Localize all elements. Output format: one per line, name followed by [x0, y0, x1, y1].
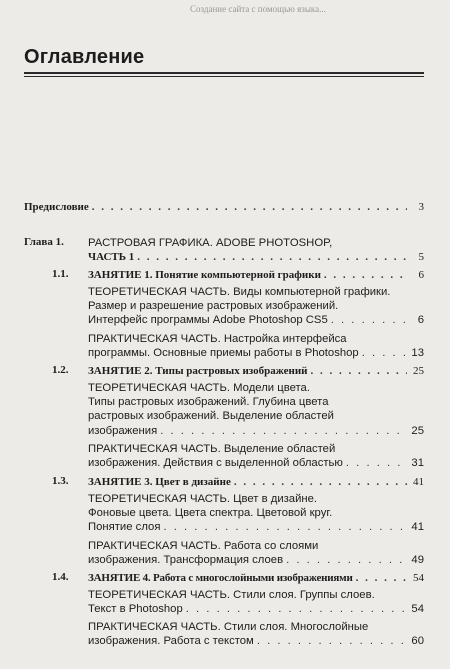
- leader-dots: [346, 456, 407, 470]
- section-number: 1.3.: [52, 475, 69, 487]
- subentry-line: растровых изображений. Выделение областей: [88, 410, 334, 423]
- section-title: ЗАНЯТИЕ 4. Работа с многослойными изображениями: [88, 572, 353, 584]
- running-head: Создание сайта с помощью языка...: [190, 4, 326, 14]
- subentry-line: ПРАКТИЧЕСКАЯ ЧАСТЬ. Работа со слоями: [88, 540, 319, 552]
- subentry-line: ТЕОРЕТИЧЕСКАЯ ЧАСТЬ. Виды компьютерной графики.: [88, 286, 391, 298]
- toc-page-number: 31: [411, 457, 424, 470]
- leader-dots: [286, 553, 407, 567]
- toc-subentry-practice[interactable]: [88, 620, 424, 648]
- toc-entry-section-1-1[interactable]: [88, 268, 424, 282]
- page-title: Оглавление: [24, 46, 145, 68]
- subentry-line: Фоновые цвета. Цвета спектра. Цветовой круг.: [88, 507, 333, 520]
- chapter-title-line: РАСТРОВАЯ ГРАФИКА. ADOBE PHOTOSHOP,: [88, 237, 333, 249]
- toc-page-number: 60: [411, 635, 424, 648]
- subentry-line: ПРАКТИЧЕСКАЯ ЧАСТЬ. Выделение областей: [88, 443, 336, 455]
- leader-dots: [186, 602, 407, 616]
- leader-dots: [311, 364, 407, 378]
- section-number: 1.4.: [52, 571, 69, 583]
- chapter-title-line: ЧАСТЬ 1: [88, 251, 135, 264]
- toc-entry-section-1-2[interactable]: [88, 364, 424, 378]
- title-rule-thin: [24, 76, 424, 77]
- leader-dots: [137, 250, 407, 264]
- toc-page-number: 49: [411, 554, 424, 567]
- leader-dots: [356, 571, 407, 585]
- subentry-line: Понятие слоя: [88, 521, 161, 534]
- subentry-line: изображения: [88, 424, 158, 437]
- subentry-line: ТЕОРЕТИЧЕСКАЯ ЧАСТЬ. Модели цвета.: [88, 382, 310, 394]
- toc-page-number: 25: [413, 365, 424, 377]
- toc-entry-label: Предисловие: [24, 201, 89, 213]
- toc-entry-section-1-4[interactable]: [88, 571, 424, 585]
- section-number: 1.2.: [52, 364, 69, 376]
- subentry-line: ПРАКТИЧЕСКАЯ ЧАСТЬ. Настройка интерфейса: [88, 333, 347, 345]
- toc-entry-chapter-1[interactable]: [88, 236, 424, 264]
- section-title: ЗАНЯТИЕ 2. Типы растровых изображений: [88, 365, 308, 377]
- toc-page-number: 25: [411, 424, 424, 437]
- toc-subentry-practice[interactable]: [88, 332, 424, 360]
- subentry-line: изображения. Действия с выделенной областью: [88, 457, 343, 470]
- toc-subentry-theory[interactable]: [88, 588, 424, 616]
- leader-dots: [92, 200, 407, 214]
- leader-dots: [160, 424, 407, 438]
- subentry-line: изображения. Работа с текстом: [88, 635, 254, 648]
- leader-dots: [257, 634, 407, 648]
- toc-page-number: 13: [411, 347, 424, 360]
- toc-entry-section-1-3[interactable]: [88, 475, 424, 489]
- chapter-number: Глава 1.: [24, 236, 64, 248]
- leader-dots: [331, 313, 407, 327]
- toc-entry-preface[interactable]: [24, 200, 424, 214]
- toc-page-number: 54: [413, 572, 424, 584]
- subentry-line: Интерфейс программы Adobe Photoshop CS5: [88, 314, 328, 327]
- title-rule-thick: [24, 72, 424, 74]
- leader-dots: [324, 268, 407, 282]
- toc-subentry-theory[interactable]: [88, 381, 424, 438]
- subentry-line: ТЕОРЕТИЧЕСКАЯ ЧАСТЬ. Цвет в дизайне.: [88, 493, 318, 505]
- subentry-line: программы. Основные приемы работы в Photoshop: [88, 347, 359, 360]
- toc-page-number: 41: [411, 521, 424, 534]
- section-title: ЗАНЯТИЕ 1. Понятие компьютерной графики: [88, 269, 321, 281]
- toc-page-number: 54: [411, 603, 424, 616]
- toc-page-number: 41: [413, 476, 424, 488]
- toc-page-number: 6: [417, 314, 424, 327]
- leader-dots: [163, 520, 407, 534]
- section-title: ЗАНЯТИЕ 3. Цвет в дизайне: [88, 476, 231, 488]
- subentry-line: ПРАКТИЧЕСКАЯ ЧАСТЬ. Стили слоя. Многослойные: [88, 621, 369, 633]
- toc-subentry-theory[interactable]: [88, 285, 424, 328]
- toc-page-number: 3: [418, 201, 424, 213]
- subentry-line: ТЕОРЕТИЧЕСКАЯ ЧАСТЬ. Стили слоя. Группы слоев.: [88, 589, 375, 601]
- leader-dots: [234, 475, 407, 489]
- section-number: 1.1.: [52, 268, 69, 280]
- subentry-line: Типы растровых изображений. Глубина цвета: [88, 396, 329, 409]
- toc-page-number: 5: [418, 251, 424, 264]
- subentry-line: Текст в Photoshop: [88, 603, 183, 616]
- subentry-line: изображения. Трансформация слоев: [88, 554, 284, 567]
- toc-subentry-theory[interactable]: [88, 492, 424, 535]
- leader-dots: [362, 346, 407, 360]
- toc-subentry-practice[interactable]: [88, 442, 424, 470]
- toc-page-number: 6: [418, 269, 424, 281]
- subentry-line: Размер и разрешение растровых изображений.: [88, 300, 339, 313]
- toc-subentry-practice[interactable]: [88, 539, 424, 567]
